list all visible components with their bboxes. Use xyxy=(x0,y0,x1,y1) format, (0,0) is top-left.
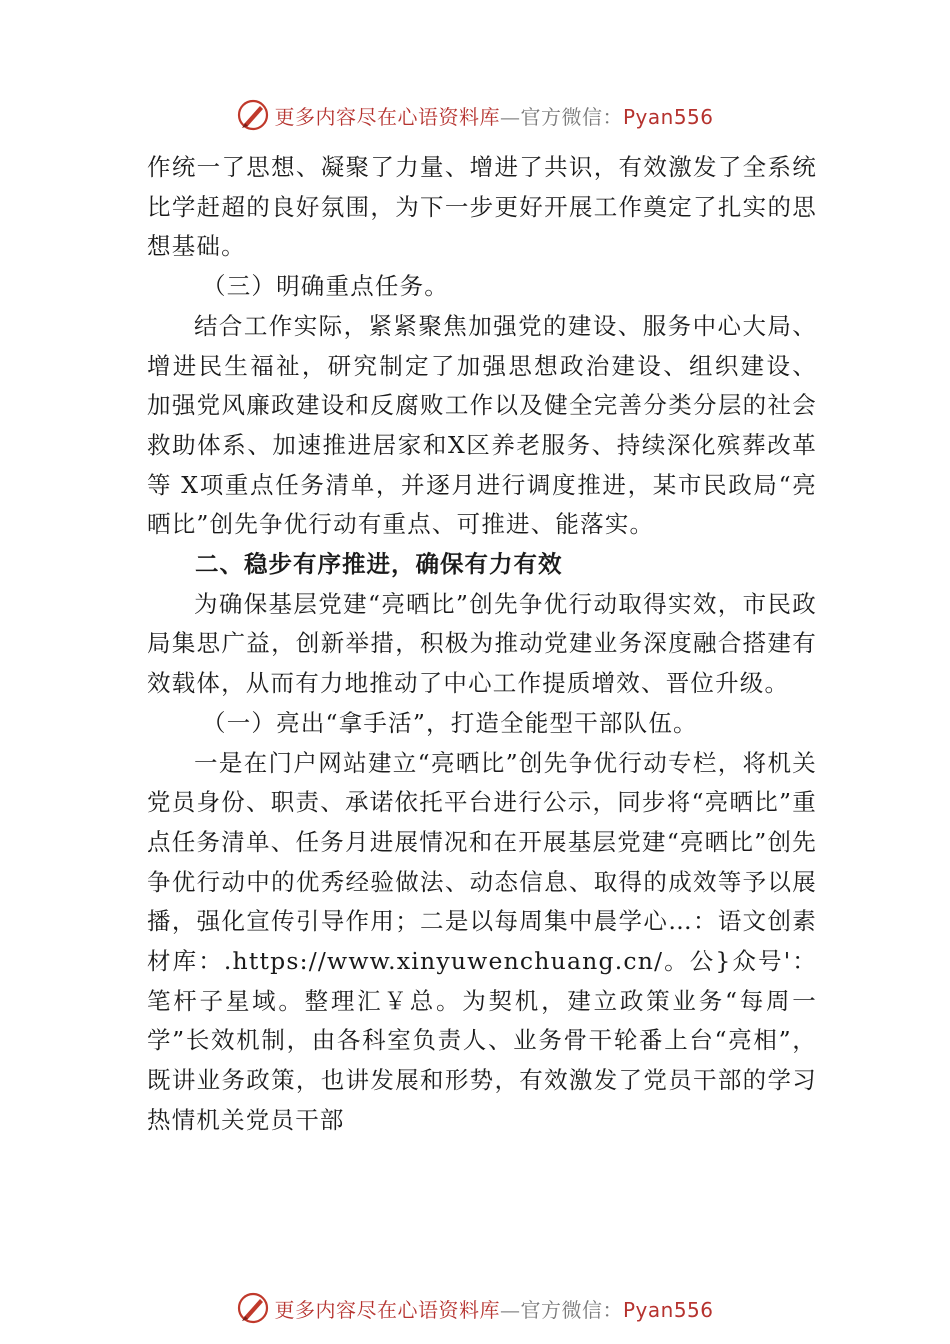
paragraph-continuation: 作统一了思想、凝聚了力量、增进了共识，有效激发了全系统比学赶超的良好氛围，为下一步更好开展工作奠定了扎实的思想基础。 xyxy=(147,153,817,261)
banner-wechat-id: Pyan556 xyxy=(622,1297,714,1322)
header-watermark-banner xyxy=(0,95,950,135)
footer-watermark-banner xyxy=(0,1288,950,1328)
subheading-key-tasks: （三）明确重点任务。 xyxy=(202,272,449,301)
banner-dash: — xyxy=(499,104,521,129)
pen-logo-icon xyxy=(236,98,270,132)
subheading-skills: （一）亮出“拿手活”，打造全能型干部队伍。 xyxy=(202,708,698,737)
banner-main-text: 更多内容尽在心语资料库 xyxy=(274,1297,500,1322)
document-body xyxy=(147,148,817,1141)
paragraph-section-2-intro: 为确保基层党建“亮晒比”创先争优行动取得实效，市民政局集思广益，创新举措，积极为推动党建业务深度融合搭建有效载体，从而有力地推动了中心工作提质增效、晋位升级。 xyxy=(147,589,817,698)
banner-official-label: 官方微信： xyxy=(520,104,623,129)
banner-main-text: 更多内容尽在心语资料库 xyxy=(274,104,500,129)
paragraph-skills: 一是在门户网站建立“亮晒比”创先争优行动专栏，将机关党员身份、职责、承诺依托平台进行公示，同步将“亮晒比”重点任务清单、任务月进展情况和在开展基层党建“亮晒比”创先争优行动中的优秀经验做法、动态信息、取得的成效等予以展播，强化宣传引导作用；二是以每周集中晨学心…：语文创素材库：.https://www.xinyuwenchuang.cn/。公}众号'：笔杆子星域。整理汇￥总。为契机，建立政策业务“每周一学”长效机制，由各科室负责人、业务骨干轮番上台“亮相”，既讲业务政策，也讲发展和形势，有效激发了党员干部的学习热情机关党员干部 xyxy=(147,748,817,1134)
paragraph-key-tasks: 结合工作实际，紧紧聚焦加强党的建设、服务中心大局、增进民生福祉，研究制定了加强思想政治建设、组织建设、 加强党风廉政建设和反腐败工作以及健全完善分类分层的社会救助体系、加速推进居家和X区养老服务、持续深化殡葬改革等 X项重点任务清单，并逐月进行调度推进，某市民政局“亮晒比”创先争优行动有重点、可推进、能落实。 xyxy=(147,311,817,539)
banner-dash: — xyxy=(499,1297,521,1322)
section-heading-2: 二、稳步有序推进，确保有力有效 xyxy=(195,550,563,579)
banner-official-label: 官方微信： xyxy=(520,1297,623,1322)
pen-logo-icon xyxy=(236,1291,270,1325)
banner-text xyxy=(274,1294,713,1323)
banner-text xyxy=(274,101,713,130)
banner-wechat-id: Pyan556 xyxy=(622,104,714,129)
